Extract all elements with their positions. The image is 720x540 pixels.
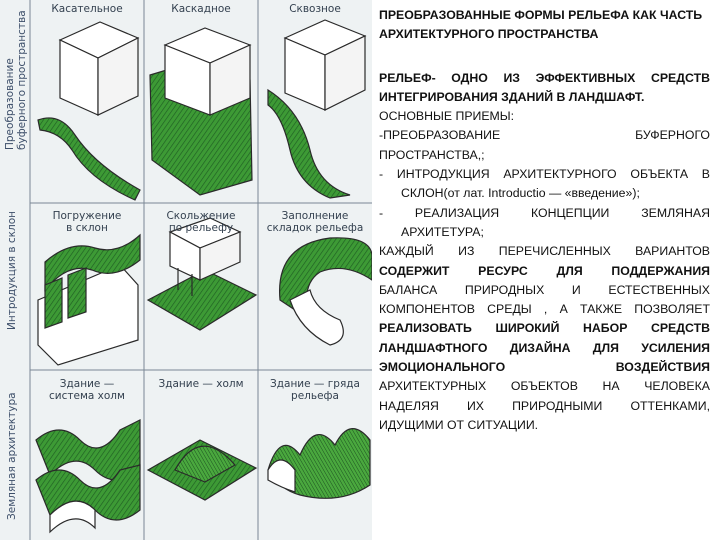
text-line: ПРОСТРАНСТВА,; [379,147,485,162]
cell-label-cascade: Каскадное [171,3,231,15]
cell-label-hill: Здание — холм [158,378,244,390]
text-line: СОДЕРЖИТ РЕСУРС ДЛЯ ПОДДЕРЖАНИЯ [379,263,710,278]
text-line: - ИНТРОДУКЦИЯ АРХИТЕКТУРНОГО ОБЪЕКТА В [379,167,710,182]
text-line: КОМПОНЕНТОВ СРЕДЫ , А ТАКЖЕ ПОЗВОЛЯЕТ [379,302,710,317]
cell-label-tangential: Касательное [51,3,123,15]
drawing-sliding [148,218,256,330]
cell-label-filling: Заполнение складок рельефа [266,210,364,234]
text-line: ЭМОЦИОНАЛЬНОГО ВОЗДЕЙСТВИЯ [379,360,710,375]
text-line: - РЕАЛИЗАЦИЯ КОНЦЕПЦИИ ЗЕМЛЯНАЯ [379,205,710,220]
text-line: ИДУЩИМИ ОТ СИТУАЦИИ. [379,417,539,432]
row-label-earth-architecture: Земляная архитектура [6,392,18,520]
text-line: ЛАНДШАФТНОГО ДИЗАЙНА ДЛЯ УСИЛЕНИЯ [379,340,710,355]
text-line: РЕЛЬЕФ- ОДНО ИЗ ЭФФЕКТИВНЫХ СРЕДСТВ [379,70,710,85]
text-line: СКЛОН(от лат. Introductio — «введение»); [401,186,640,201]
cell-label-hills-system: Здание — система холм [49,378,125,402]
row-label-introduction: Интродукция в склон [6,210,18,330]
drawing-cascade [150,28,252,195]
drawing-hill [148,440,256,500]
cell-label-through: Сквозное [289,3,341,15]
text-line: КАЖДЫЙ ИЗ ПЕРЕЧИСЛЕННЫХ ВАРИАНТОВ [379,244,710,259]
row-label-buffer: Преобразование буферного пространства [4,10,28,150]
text-line: НАДЕЛЯЯ ИХ ПРИРОДНЫМИ ОТТЕНКАМИ, [379,398,710,413]
cell-label-immersion: Погружение в склон [52,210,122,234]
text-line: БАЛАНСА ПРИРОДНЫХ И ЕСТЕСТВЕННЫХ [379,282,710,297]
text-line: АРХИТЕКТУРНЫХ ОБЪЕКТОВ НА ЧЕЛОВЕКА [379,379,710,394]
cell-label-sliding: Скольжение по рельефу [166,210,236,234]
text-line: ОСНОВНЫЕ ПРИЕМЫ: [379,109,515,124]
drawing-filling [280,238,372,345]
text-line: -ПРЕОБРАЗОВАНИЕ БУФЕРНОГО [379,128,710,143]
drawing-tangential [38,22,140,200]
drawing-hills-system [36,420,140,532]
text-line: РЕАЛИЗОВАТЬ ШИРОКИЙ НАБОР СРЕДСТВ [379,321,710,336]
drawing-ridge [268,429,370,499]
text-line: ИНТЕГРИРОВАНИЯ ЗДАНИЙ В ЛАНДШАФТ. [379,89,645,104]
text-line: АРХИТЕТУРА; [401,224,484,239]
drawing-immersion [38,235,140,365]
text-panel [379,6,710,435]
drawing-through [268,20,365,198]
page-title: ПРЕОБРАЗОВАННЫЕ ФОРМЫ РЕЛЬЕФА КАК ЧАСТЬ АРХИТЕКТУРНОГО ПРОСТРАНСТВА [379,8,703,42]
cell-label-ridge: Здание — гряда рельефа [270,378,360,402]
